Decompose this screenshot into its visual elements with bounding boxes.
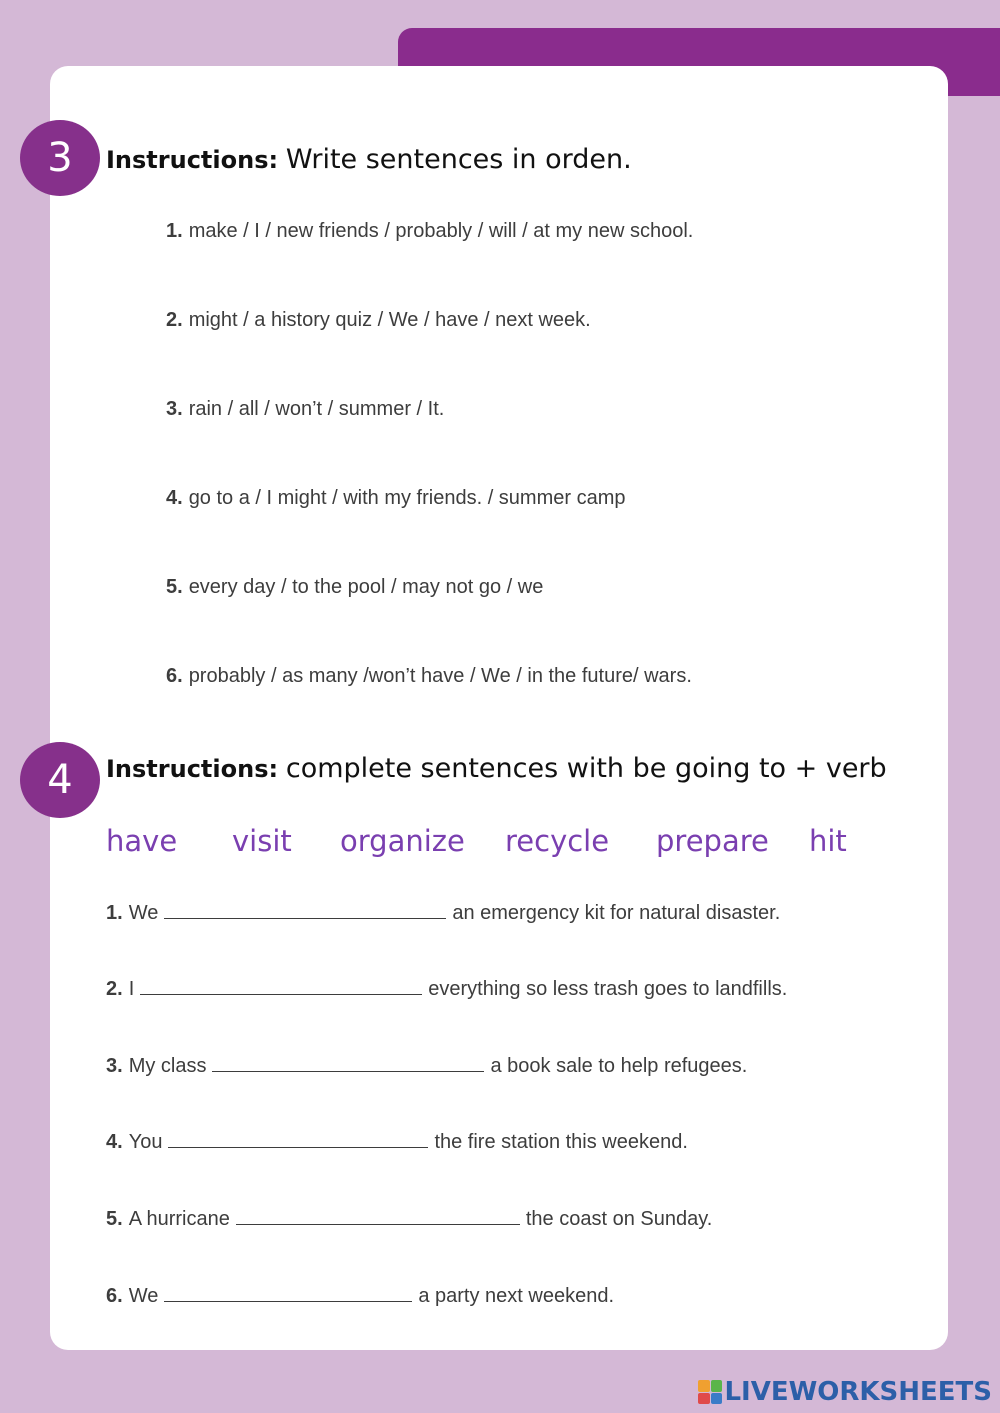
s3-item-5: 5. every day / to the pool / may not go / we xyxy=(166,576,544,598)
section-3-badge: 3 xyxy=(20,120,100,196)
word-bank-recycle: recycle xyxy=(505,824,610,858)
answer-blank[interactable] xyxy=(212,1053,484,1072)
logo-icon xyxy=(698,1380,722,1404)
word-bank-hit: hit xyxy=(809,824,847,858)
s3-item-2: 2. might / a history quiz / We / have / next week. xyxy=(166,309,591,331)
section-4-instructions xyxy=(106,752,887,784)
instructions-text: complete sentences with be going to + verb xyxy=(285,753,887,784)
instructions-text: Write sentences in orden. xyxy=(285,144,632,175)
s3-item-3: 3. rain / all / won’t / summer / It. xyxy=(166,398,445,420)
section-3-instructions xyxy=(106,143,632,175)
s3-item-4: 4. go to a / I might / with my friends. / summer camp xyxy=(166,487,626,509)
s4-item-2: 2. I everything so less trash goes to landfills. xyxy=(106,978,788,1000)
section-4-badge: 4 xyxy=(20,742,100,818)
word-bank-visit: visit xyxy=(232,824,292,858)
instructions-label: Instructions: xyxy=(106,146,279,174)
answer-blank[interactable] xyxy=(140,976,422,995)
instructions-label: Instructions: xyxy=(106,755,279,783)
worksheet-page xyxy=(50,66,948,1350)
answer-blank[interactable] xyxy=(236,1206,520,1225)
answer-blank[interactable] xyxy=(164,1283,412,1302)
s4-item-1: 1. We an emergency kit for natural disaster. xyxy=(106,902,781,924)
answer-blank[interactable] xyxy=(168,1129,428,1148)
s4-item-3: 3. My class a book sale to help refugees. xyxy=(106,1055,748,1077)
word-bank-have: have xyxy=(106,824,178,858)
logo-text: LIVEWORKSHEETS xyxy=(724,1377,992,1407)
s3-item-1: 1. make / I / new friends / probably / will / at my new school. xyxy=(166,220,694,242)
word-bank-prepare: prepare xyxy=(656,824,769,858)
s4-item-6: 6. We a party next weekend. xyxy=(106,1285,615,1307)
word-bank-organize: organize xyxy=(340,824,465,858)
s3-item-6: 6. probably / as many /won’t have / We / in the future/ wars. xyxy=(166,665,692,687)
answer-blank[interactable] xyxy=(164,900,446,919)
s4-item-5: 5. A hurricane the coast on Sunday. xyxy=(106,1208,713,1230)
liveworksheets-logo[interactable] xyxy=(698,1377,992,1407)
s4-item-4: 4. You the fire station this weekend. xyxy=(106,1131,688,1153)
